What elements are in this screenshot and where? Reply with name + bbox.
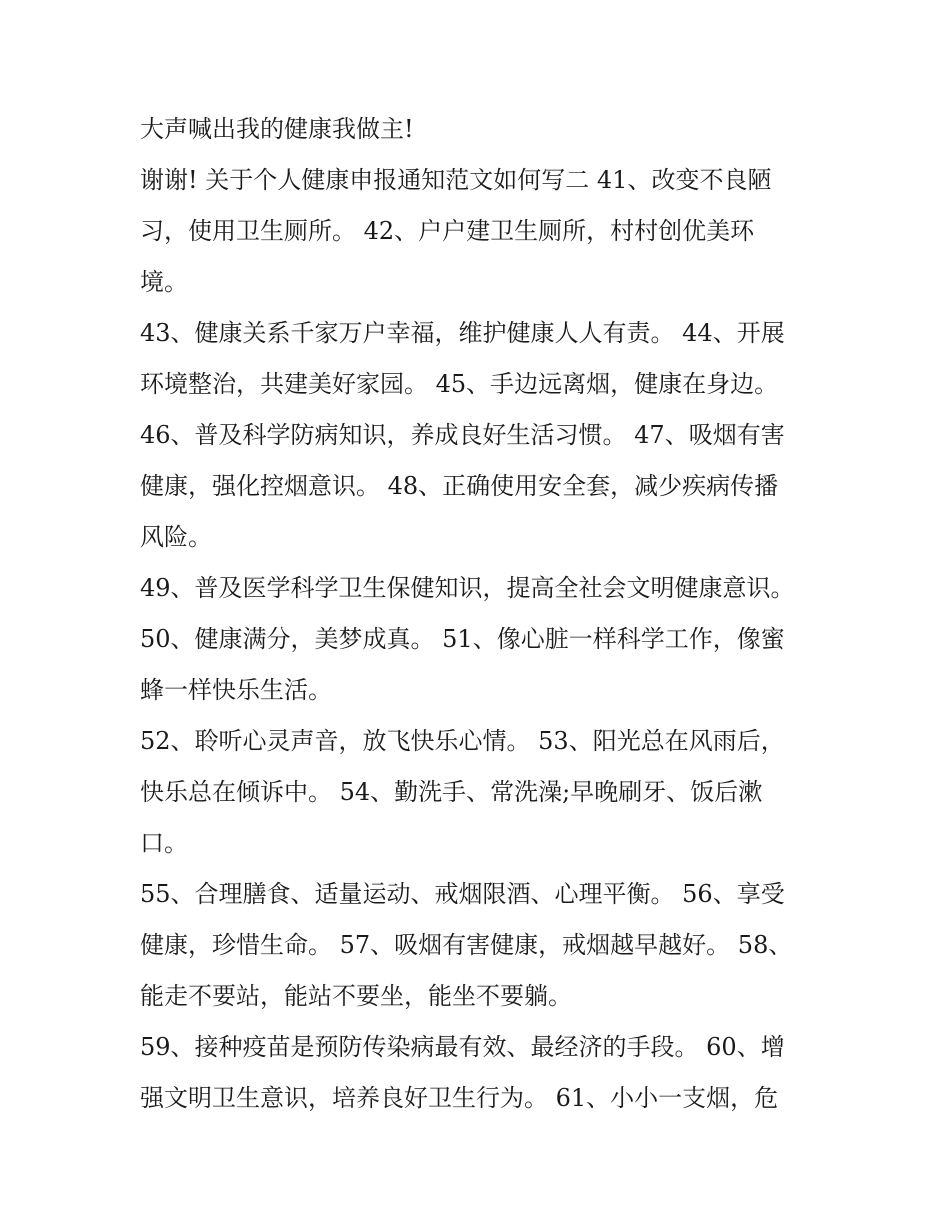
text-line: 大声喊出我的健康我做主! (140, 115, 414, 143)
text-line: 46、普及科学防病知识，养成良好生活习惯。 47、吸烟有害 (140, 421, 785, 449)
text-line: 强文明卫生意识，培养良好卫生行为。 61、小小一支烟，危 (140, 1084, 779, 1112)
text-line: 55、合理膳食、适量运动、戒烟限酒、心理平衡。 56、享受 (140, 880, 785, 908)
text-line: 快乐总在倾诉中。 54、勤洗手、常洗澡;早晚刷牙、饭后漱 (140, 778, 763, 806)
text-line: 境。 (140, 268, 188, 296)
text-line: 环境整治，共建美好家园。 45、手边远离烟，健康在身边。 (140, 370, 779, 398)
text-line: 健康，强化控烟意识。 48、正确使用安全套，减少疾病传播 (140, 472, 779, 500)
text-line: 50、健康满分，美梦成真。 51、像心脏一样科学工作，像蜜 (140, 625, 785, 653)
text-line: 口。 (140, 829, 188, 857)
text-line: 蜂一样快乐生活。 (140, 676, 332, 704)
text-line: 习，使用卫生厕所。 42、户户建卫生厕所，村村创优美环 (140, 217, 755, 245)
document-body (140, 104, 820, 1124)
text-line: 43、健康关系千家万户幸福，维护健康人人有责。 44、开展 (140, 319, 785, 347)
text-line: 风险。 (140, 523, 212, 551)
text-line: 谢谢! 关于个人健康申报通知范文如何写二 41、改变不良陋 (140, 166, 772, 194)
text-line: 健康，珍惜生命。 57、吸烟有害健康，戒烟越早越好。 58、 (140, 931, 793, 959)
text-line: 49、普及医学科学卫生保健知识，提高全社会文明健康意识。 (140, 574, 795, 602)
text-line: 59、接种疫苗是预防传染病最有效、最经济的手段。 60、增 (140, 1033, 785, 1061)
text-line: 能走不要站，能站不要坐，能坐不要躺。 (140, 982, 572, 1010)
text-line: 52、聆听心灵声音，放飞快乐心情。 53、阳光总在风雨后， (140, 727, 785, 755)
